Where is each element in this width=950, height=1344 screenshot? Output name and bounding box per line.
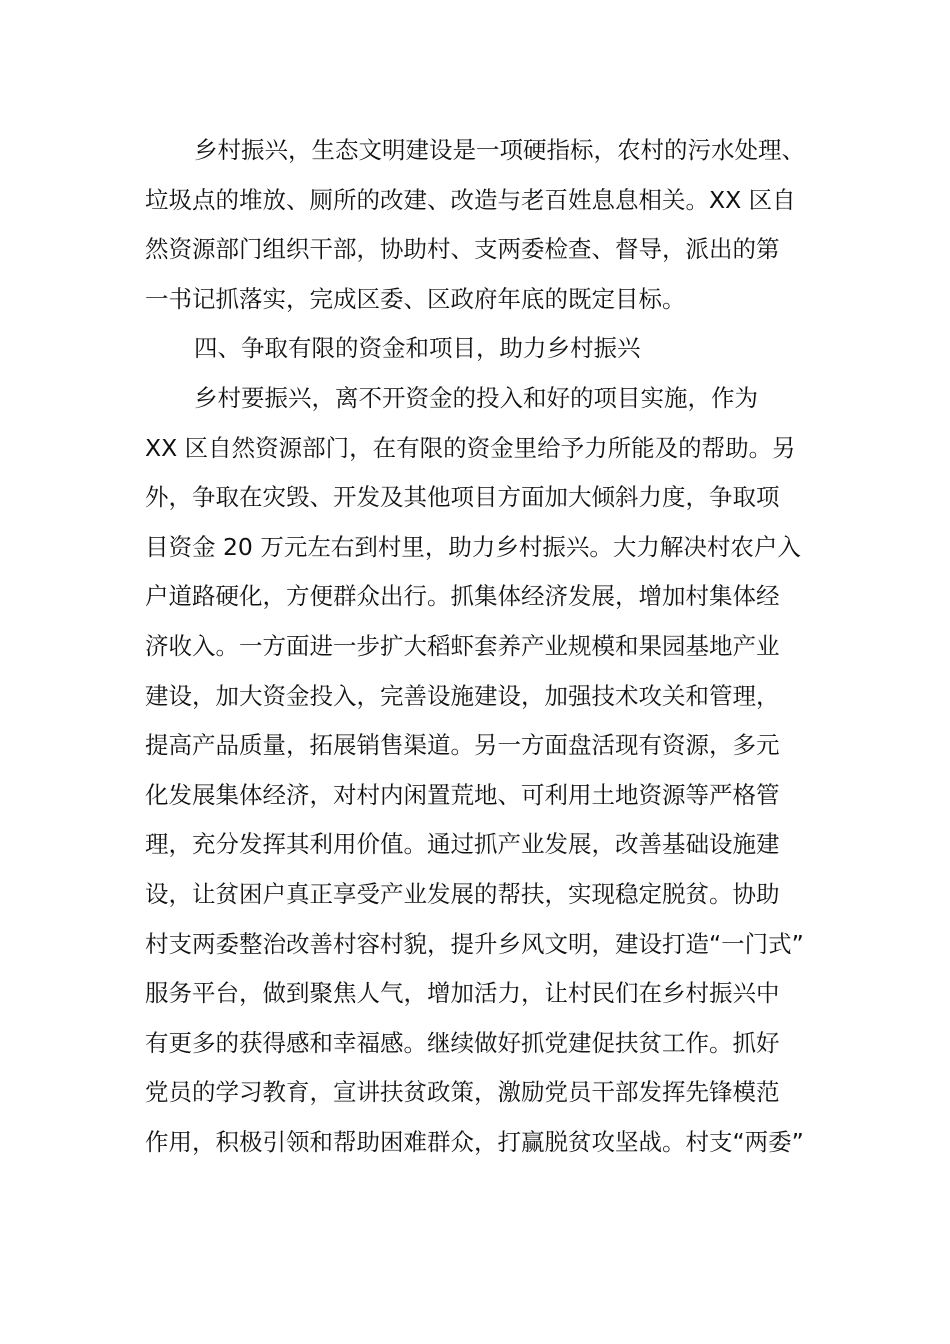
paragraph-2-line-4: 目资金 20 万元左右到村里，助力乡村振兴。大力解决村农户入	[145, 532, 801, 561]
section-heading-4: 四、争取有限的资金和项目，助力乡村振兴	[194, 334, 641, 363]
paragraph-2-line-3: 外，争取在灾毁、开发及其他项目方面加大倾斜力度，争取项	[145, 483, 780, 512]
paragraph-2-line-2: XX 区自然资源部门，在有限的资金里给予力所能及的帮助。另	[145, 433, 796, 462]
paragraph-2-line-8: 提高产品质量，拓展销售渠道。另一方面盘活现有资源，多元	[145, 731, 780, 760]
paragraph-2-line-9: 化发展集体经济，对村内闲置荒地、可利用土地资源等严格管	[145, 780, 780, 809]
paragraph-2-line-5: 户道路硬化，方便群众出行。抓集体经济发展，增加村集体经	[145, 582, 780, 611]
paragraph-2-line-12: 村支两委整治改善村容村貌，提升乡风文明，建设打造“一门式”	[145, 929, 804, 958]
document-body	[145, 126, 810, 1167]
paragraph-2-line-13: 服务平台，做到聚焦人气，增加活力，让村民们在乡村振兴中	[145, 979, 780, 1008]
paragraph-2-line-1: 乡村要振兴，离不开资金的投入和好的项目实施，作为	[194, 383, 758, 412]
paragraph-2-line-7: 建设，加大资金投入，完善设施建设，加强技术攻关和管理，	[145, 681, 780, 710]
paragraph-2-line-15: 党员的学习教育，宣讲扶贫政策，激励党员干部发挥先锋模范	[145, 1078, 780, 1107]
paragraph-2-line-16: 作用，积极引领和帮助困难群众，打赢脱贫攻坚战。村支“两委”	[145, 1127, 804, 1156]
paragraph-1-line-4: 一书记抓落实，完成区委、区政府年底的既定目标。	[145, 284, 686, 313]
paragraph-2-line-11: 设，让贫困户真正享受产业发展的帮扶，实现稳定脱贫。协助	[145, 879, 780, 908]
paragraph-2-line-14: 有更多的获得感和幸福感。继续做好抓党建促扶贫工作。抓好	[145, 1028, 780, 1057]
paragraph-1-line-2: 垃圾点的堆放、厕所的改建、改造与老百姓息息相关。XX 区自	[145, 185, 796, 214]
paragraph-1-line-1: 乡村振兴，生态文明建设是一项硬指标，农村的污水处理、	[194, 136, 805, 164]
paragraph-2-line-10: 理，充分发挥其利用价值。通过抓产业发展，改善基础设施建	[145, 830, 780, 859]
paragraph-2-line-6: 济收入。一方面进一步扩大稻虾套养产业规模和果园基地产业	[145, 631, 780, 660]
paragraph-1-line-3: 然资源部门组织干部，协助村、支两委检查、督导，派出的第	[145, 235, 780, 264]
